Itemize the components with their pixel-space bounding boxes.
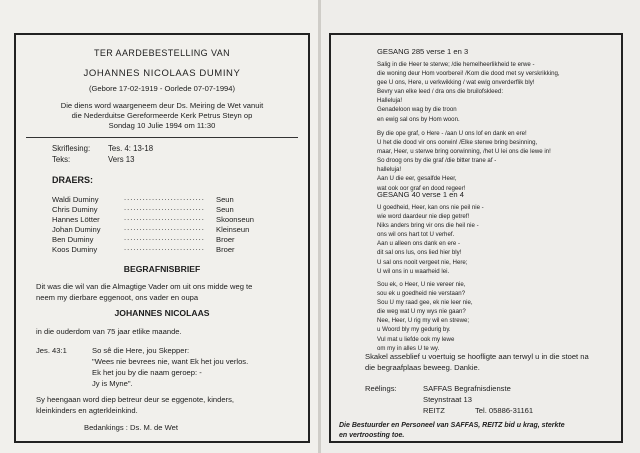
notice-line-2: die begraafplaas beweeg. Dankie. <box>365 363 480 372</box>
lyric-line: Aan u alleen ons dank en ere - <box>377 240 461 248</box>
service-line-1: Die diens word waargeneem deur Ds. Meiring de Wet vanuit <box>60 101 264 110</box>
hymn2-title: GESANG 40 verse 1 en 4 <box>377 190 464 199</box>
lyric-line: om my in alles U te wy. <box>377 344 440 352</box>
lyric-line: die weg wat U my wys nie gaan? <box>377 308 466 316</box>
lyric-line: dit sal ons lus, ons lied hier bly! <box>377 249 462 257</box>
deceased-name: JOHANNES NICOLAAS <box>114 308 210 318</box>
verse-line-1: So sê die Here, jou Skepper: <box>92 346 190 355</box>
bearer-name: Johan Duminy <box>52 225 101 234</box>
deceased-full-name: JOHANNES NICOLAAS DUMINY <box>83 68 241 79</box>
leader-dots: .......................... <box>124 223 205 232</box>
bearer-relation: Broer <box>216 235 235 244</box>
bearer-relation: Kleinseun <box>216 225 250 234</box>
bearer-name: Koos Duminy <box>52 245 98 254</box>
lyric-line: u Woord bly my gedurig by. <box>377 326 451 334</box>
funeral-home-town: REITZ <box>423 406 445 415</box>
leader-dots: .......................... <box>124 213 205 222</box>
verse-line-2: "Wees nie bevrees nie, want Ek het jou verlos. <box>92 357 249 366</box>
sympathy-line-1: Die Bestuurder en Personeel van SAFFAS, REITZ bid u krag, sterkte <box>339 422 565 429</box>
lyric-line: Genadeloon wag by die troon <box>377 106 457 114</box>
lyric-line: en ewig sal ons by Hom woon. <box>377 115 460 123</box>
hymn1-verse1 <box>377 60 560 124</box>
lyric-line: Niks anders bring vir ons die heil nie - <box>377 222 479 230</box>
age-line: in die ouderdom van 75 jaar etlike maande. <box>36 327 182 336</box>
hymn1-verse3 <box>377 129 551 193</box>
funeral-title: TER AARDEBESTELLING VAN <box>93 48 231 58</box>
funeral-home-name: SAFFAS Begrafnisdienste <box>423 384 511 393</box>
leader-dots: .......................... <box>124 233 205 242</box>
burial-line-1: Dit was die wil van die Almagtige Vader om uit ons midde weg te <box>36 282 253 291</box>
bearer-name: Chris Duminy <box>52 205 98 214</box>
lyric-line: Bevry van elke leed / dra ons die bruilofskleed: <box>377 88 504 96</box>
lyric-line: Aan U die eer, gesalfde Heer, <box>377 175 457 183</box>
bearers-heading: DRAERS: <box>52 175 94 185</box>
bearer-name: Hannes Lötter <box>52 215 100 224</box>
closing-line-1: Sy heengaan word diep betreur deur se eggenote, kinders, <box>36 395 234 404</box>
lyric-line: Sou ek, o Heer, U nie vereer nie, <box>377 281 466 288</box>
lyric-line: maar, Heer, u sterwe bring oorwinning, /het U lei ons die lewe in! <box>377 148 551 156</box>
burial-line-2: neem my dierbare eggenoot, ons vader en oupa <box>36 293 199 302</box>
leader-dots: .......................... <box>124 193 205 202</box>
funeral-home-street: Steynstraat 13 <box>423 395 472 404</box>
hymn1-title: GESANG 285 verse 1 en 3 <box>377 47 469 56</box>
notice-line-1: Skakel asseblief u voertuig se hoofligte aan terwyl u in die stoet na <box>365 352 589 361</box>
bearer-name: Ben Duminy <box>52 235 94 244</box>
leader-dots: .......................... <box>124 243 205 252</box>
lyric-line: By die ope graf, o Here - /aan U ons lof en dank en ere! <box>377 130 527 137</box>
lyric-line: So droog ons by die graf /die bitter trane af - <box>377 157 497 165</box>
verse-reference: Jes. 43:1 <box>36 346 67 355</box>
burial-letter-heading: BEGRAFNISBRIEF <box>123 264 201 274</box>
reading-value: Tes. 4: 13-18 <box>108 144 154 153</box>
lyric-line: wie word daardeur nie diep getref! <box>377 213 470 221</box>
funeral-home-phone: Tel. 05886-31161 <box>475 406 534 415</box>
lyric-line: U sal ons nooit vergeet nie, Here; <box>377 258 468 266</box>
lyric-line: gee U ons, Here, u verkwikking / wat ewig onverderflik bly! <box>377 79 535 87</box>
lyric-line: Halleluja! <box>377 97 403 105</box>
lyric-line: U het die dood vir ons oorwin! /Elke sterwe bring besinning, <box>377 139 538 147</box>
service-line-2: die Nederduitse Gereformeerde Kerk Petrus Steyn op <box>71 111 253 120</box>
bearer-relation: Broer <box>216 245 235 254</box>
service-line-3: Sondag 10 Julie 1994 om 11:30 <box>108 121 216 130</box>
hymn2-verse4 <box>377 280 473 353</box>
verse-line-4: Jy is Myne". <box>92 379 133 388</box>
sympathy-line-2: en vertroosting toe. <box>339 432 405 439</box>
right-border-frame <box>329 33 623 443</box>
lyric-line: wat ook oor graf en dood regeer! <box>377 184 466 192</box>
lyric-line: U goedheid, Heer, kan ons nie peil nie - <box>377 204 484 211</box>
hymn2-verse1 <box>377 203 484 276</box>
leader-dots: .......................... <box>124 203 205 212</box>
text-value: Vers 13 <box>108 155 135 164</box>
lyric-line: sou ek u goedheid nie verstaan? <box>377 290 466 298</box>
lyric-line: ons wil ons hart tot U verhef. <box>377 231 455 239</box>
lyric-line: Nee, Heer, U rig my wil en strewe; <box>377 317 470 325</box>
bearer-name: Waldi Duminy <box>52 195 99 204</box>
lyric-line: halleluja! <box>377 166 402 174</box>
lyric-line: U wil ons in u waarheid lei. <box>377 267 450 275</box>
lyric-line: Vul mat u liefde ook my lewe <box>377 335 455 343</box>
lyric-line: Sou U my raad gee, ek nie leer nie, <box>377 299 473 307</box>
reading-label: Skriflesing: <box>52 144 91 153</box>
lyric-line: die woning deur Hom voorberei! /Kom die dood met sy verskrikking, <box>377 70 560 78</box>
bearer-relation: Seun <box>216 205 234 214</box>
left-border-frame <box>14 33 310 443</box>
bearer-relation: Seun <box>216 195 234 204</box>
lyric-line: Salig in die Heer te sterwe; /die hemelheerlikheid te erwe - <box>377 61 535 68</box>
text-label: Teks: <box>52 155 71 164</box>
arrangements-label: Reëlings: <box>365 384 397 393</box>
verse-line-3: Ek het jou by die naam geroep: - <box>92 368 202 377</box>
closing-line-2: kleinkinders en agterkleinkind. <box>36 406 138 415</box>
bearer-relation: Skoonseun <box>216 215 254 224</box>
life-dates: (Gebore 17-02-1919 - Oorlede 07-07-1994) <box>88 84 236 93</box>
thanks-line: Bedankings : Ds. M. de Wet <box>84 423 178 432</box>
divider-rule <box>26 137 298 138</box>
